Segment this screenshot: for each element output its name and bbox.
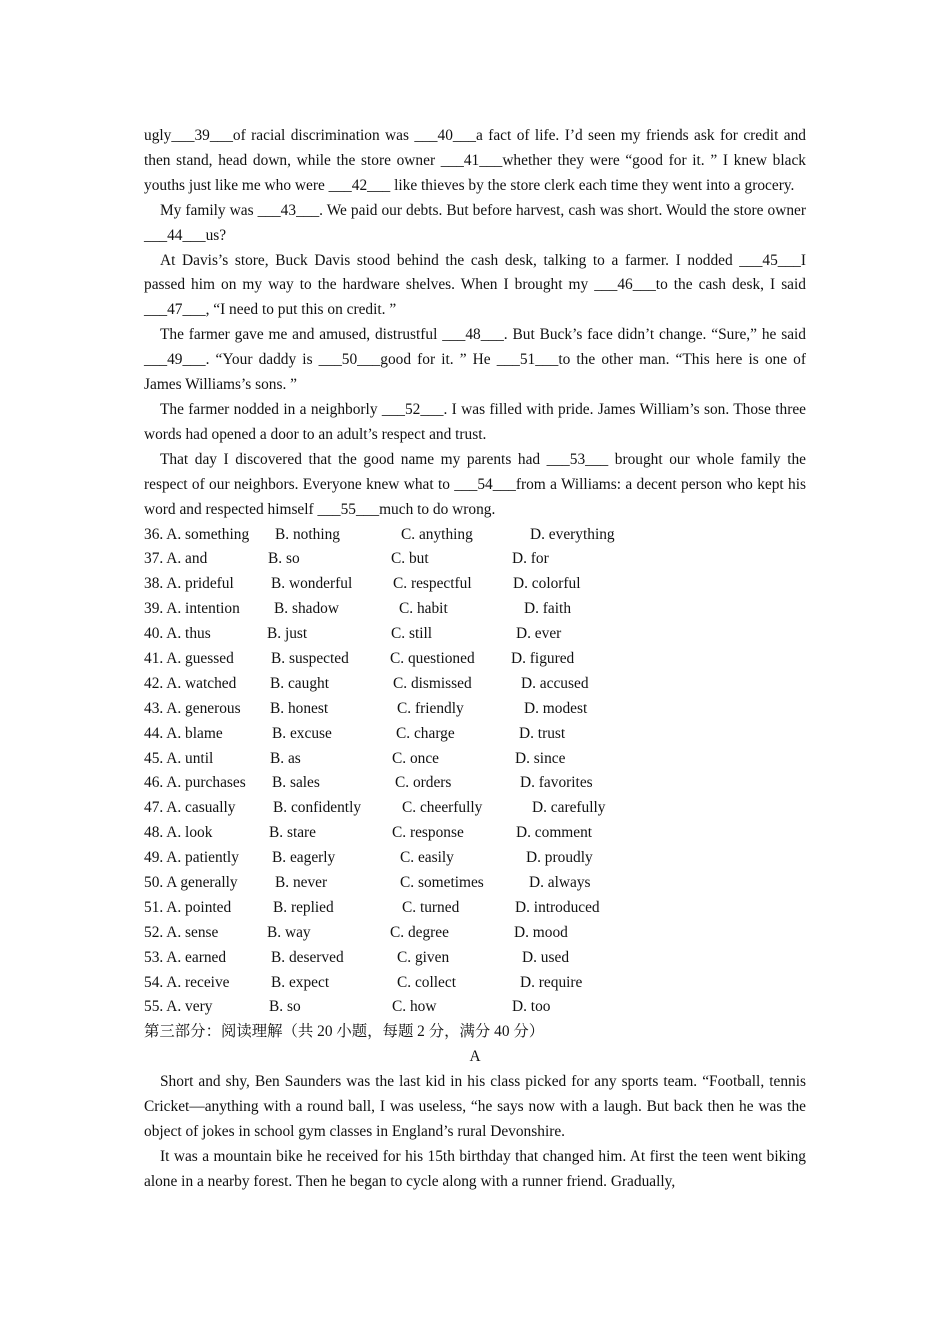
question-row: [144, 647, 806, 672]
option-b: B. replied: [273, 898, 334, 916]
option-b: B. way: [267, 923, 311, 941]
option-b: B. never: [275, 873, 328, 891]
option-b: B. wonderful: [271, 575, 353, 593]
option-c: C. respectful: [393, 575, 472, 593]
option-d: D. mood: [514, 923, 568, 941]
option-c: C. but: [391, 550, 429, 568]
passage-label: A: [469, 1048, 481, 1066]
option-a: 52. A. sense: [144, 923, 219, 941]
option-b: B. nothing: [275, 525, 340, 543]
question-row: [144, 747, 806, 772]
question-row: [144, 622, 806, 647]
cloze-paragraph: My family was ___43___. We paid our debts. But before harvest, cash was short. Would the store owner ___44___us?: [144, 201, 806, 244]
option-c: C. turned: [402, 898, 460, 916]
question-row: [144, 572, 806, 597]
option-b: B. shadow: [274, 600, 339, 618]
option-d: D. introduced: [515, 898, 600, 916]
option-b: B. as: [270, 749, 301, 767]
option-a: 40. A. thus: [144, 625, 211, 643]
option-c: C. charge: [396, 724, 455, 742]
question-row: [144, 722, 806, 747]
option-d: D. since: [515, 749, 566, 767]
option-a: 50. A generally: [144, 873, 238, 891]
option-a: 53. A. earned: [144, 948, 227, 966]
option-a: 47. A. casually: [144, 799, 236, 817]
question-row: [144, 771, 806, 796]
option-a: 36. A. something: [144, 525, 250, 543]
cloze-paragraph: At Davis’s store, Buck Davis stood behind the cash desk, talking to a farmer. I nodded ___45___I passed him on my way to the hardware shelves. When I brought my ___46___to the cash desk, I said ___47___, “I need to put this on credit. ”: [144, 251, 806, 319]
cloze-passage: [144, 124, 806, 523]
option-b: B. excuse: [272, 724, 332, 742]
option-d: D. too: [512, 998, 551, 1016]
question-row: [144, 672, 806, 697]
question-row: [144, 821, 806, 846]
option-b: B. sales: [272, 774, 320, 792]
option-d: D. faith: [524, 600, 572, 618]
option-d: D. carefully: [532, 799, 606, 817]
option-d: D. accused: [521, 674, 589, 692]
option-d: D. ever: [516, 625, 562, 643]
option-d: D. used: [522, 948, 570, 966]
question-row: [144, 995, 806, 1020]
option-d: D. modest: [524, 699, 588, 717]
option-c: C. friendly: [397, 699, 464, 717]
option-d: D. everything: [530, 525, 615, 543]
option-c: C. orders: [395, 774, 452, 792]
option-d: D. figured: [511, 649, 575, 667]
option-a: 49. A. patiently: [144, 849, 239, 867]
question-row: [144, 921, 806, 946]
question-row: [144, 597, 806, 622]
option-c: C. how: [392, 998, 437, 1016]
option-d: D. always: [529, 873, 591, 891]
cloze-paragraph: ugly___39___of racial discrimination was ___40___a fact of life. I’d seen my friends ask for credit and then stand, head down, while the store owner ___41___whether they were “good for it. ” I knew black youths just like me who were ___42___ like thieves by the store clerk each time they went into a grocery.: [144, 127, 806, 194]
option-d: D. trust: [519, 724, 566, 742]
option-b: B. expect: [271, 973, 330, 991]
option-c: C. dismissed: [393, 674, 472, 692]
option-d: D. favorites: [520, 774, 593, 792]
option-a: 37. A. and: [144, 550, 208, 568]
option-a: 42. A. watched: [144, 674, 237, 692]
option-d: D. require: [520, 973, 583, 991]
cloze-options: [144, 523, 806, 1021]
option-a: 55. A. very: [144, 998, 213, 1016]
option-a: 54. A. receive: [144, 973, 230, 991]
option-c: C. collect: [397, 973, 456, 991]
option-b: B. suspected: [271, 649, 349, 667]
question-row: [144, 871, 806, 896]
option-b: B. so: [268, 550, 300, 568]
option-a: 38. A. prideful: [144, 575, 234, 593]
option-b: B. so: [269, 998, 301, 1016]
option-b: B. honest: [270, 699, 329, 717]
section-title: 第三部分：阅读理解（共 20 小题，每题 2 分，满分 40 分）: [144, 1023, 545, 1041]
option-b: B. stare: [269, 824, 317, 842]
reading-paragraph: It was a mountain bike he received for his 15th birthday that changed him. At first the teen went biking alone in a nearby forest. Then he began to cycle along with a runner friend. Gradually,: [144, 1147, 806, 1190]
option-b: B. eagerly: [272, 849, 336, 867]
option-c: C. once: [392, 749, 440, 767]
option-a: 39. A. intention: [144, 600, 240, 618]
option-b: B. deserved: [271, 948, 344, 966]
option-c: C. easily: [400, 849, 454, 867]
question-row: [144, 846, 806, 871]
option-d: D. proudly: [526, 849, 593, 867]
option-c: C. still: [391, 625, 433, 643]
question-row: [144, 971, 806, 996]
option-b: B. confidently: [273, 799, 362, 817]
option-d: D. comment: [516, 824, 593, 842]
option-a: 41. A. guessed: [144, 649, 234, 667]
question-row: [144, 697, 806, 722]
option-c: C. habit: [399, 600, 448, 618]
option-a: 46. A. purchases: [144, 774, 246, 792]
question-row: [144, 523, 806, 548]
question-row: [144, 547, 806, 572]
option-a: 44. A. blame: [144, 724, 223, 742]
question-row: [144, 796, 806, 821]
option-c: C. given: [397, 948, 450, 966]
exam-page: [144, 124, 806, 1195]
option-c: C. anything: [401, 525, 473, 543]
question-row: [144, 896, 806, 921]
option-a: 43. A. generous: [144, 699, 241, 717]
option-c: C. degree: [390, 923, 449, 941]
reading-paragraph: Short and shy, Ben Saunders was the last kid in his class picked for any sports team. “Football, tennis Cricket—anything with a round ball, I was useless, “he says now with a laugh. But back then he was the object of jokes in school gym classes in England’s rural Devonshire.: [144, 1073, 806, 1140]
option-a: 45. A. until: [144, 749, 214, 767]
cloze-paragraph: That day I discovered that the good name my parents had ___53___ brought our whole family the respect of our neighbors. Everyone knew what to ___54___from a Williams: a decent person who kept his word and respected himself ___55___much to do wrong.: [144, 450, 806, 518]
option-c: C. sometimes: [400, 873, 484, 891]
cloze-paragraph: The farmer nodded in a neighborly ___52___. I was filled with pride. James William’s son. Those three words had opened a door to an adult’s respect and trust.: [144, 400, 806, 443]
option-a: 51. A. pointed: [144, 898, 232, 916]
option-d: D. colorful: [513, 575, 581, 593]
question-row: [144, 946, 806, 971]
option-b: B. caught: [270, 674, 329, 692]
cloze-paragraph: The farmer gave me and amused, distrustful ___48___. But Buck’s face didn’t change. “Sure,” he said ___49___. “Your daddy is ___50___good for it. ” He ___51___to the other man. “This here is one of James Williams’s sons. ”: [144, 326, 806, 394]
option-c: C. questioned: [390, 649, 475, 667]
option-c: C. cheerfully: [402, 799, 483, 817]
option-d: D. for: [512, 550, 549, 568]
option-b: B. just: [267, 625, 308, 643]
option-c: C. response: [392, 824, 464, 842]
option-a: 48. A. look: [144, 824, 213, 842]
